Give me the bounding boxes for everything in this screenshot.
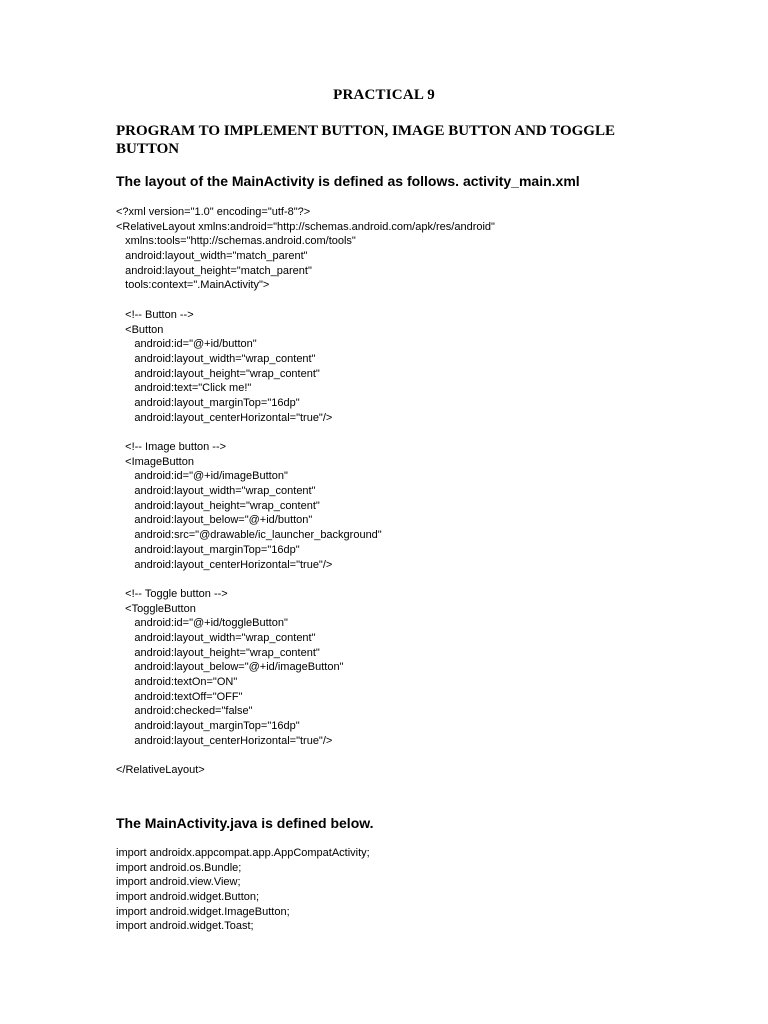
code-line: android:layout_below="@+id/button" xyxy=(116,514,313,527)
code-line: android:layout_marginTop="16dp" xyxy=(116,543,300,556)
code-line: android:id="@+id/imageButton" xyxy=(116,470,288,483)
code-line: android:layout_height="wrap_content" xyxy=(116,646,320,659)
code-line: android:layout_height="match_parent" xyxy=(116,264,312,277)
code-line: android:src="@drawable/ic_launcher_background" xyxy=(116,529,382,542)
code-line: android:layout_centerHorizontal="true"/> xyxy=(116,558,333,571)
code-line: android:layout_height="wrap_content" xyxy=(116,499,320,512)
code-line: <?xml version="1.0" encoding="utf-8"?> xyxy=(116,206,311,218)
code-line: android:layout_height="wrap_content" xyxy=(116,367,320,380)
code-line: <RelativeLayout xmlns:android="http://schemas.android.com/apk/res/android" xyxy=(116,220,495,233)
code-line: import android.widget.Button; xyxy=(116,891,260,904)
code-line xyxy=(116,425,495,440)
page-title: PRACTICAL 9 xyxy=(333,87,435,103)
code-line: android:layout_width="wrap_content" xyxy=(116,631,316,644)
code-line: android:text="Click me!" xyxy=(116,382,252,395)
code-line: android:layout_marginTop="16dp" xyxy=(116,720,300,733)
code-line: <ToggleButton xyxy=(116,602,196,615)
java-code-block xyxy=(116,846,370,934)
code-line: android:textOff="OFF" xyxy=(116,690,243,703)
code-line: android:id="@+id/button" xyxy=(116,338,257,351)
code-line xyxy=(116,748,495,763)
code-line: <!-- Button --> xyxy=(116,308,194,321)
layout-code-block xyxy=(116,205,495,778)
code-line xyxy=(116,572,495,587)
code-line: <!-- Toggle button --> xyxy=(116,587,228,600)
code-line: xmlns:tools="http://schemas.android.com/tools" xyxy=(116,235,356,248)
code-line: <!-- Image button --> xyxy=(116,441,227,453)
code-line: import android.os.Bundle; xyxy=(116,861,242,874)
code-line: android:layout_marginTop="16dp" xyxy=(116,396,300,409)
code-line: android:layout_centerHorizontal="true"/> xyxy=(116,734,333,747)
java-subheading: The MainActivity.java is defined below. xyxy=(116,815,374,831)
code-line: tools:context=".MainActivity"> xyxy=(116,279,270,292)
code-line: </RelativeLayout> xyxy=(116,764,205,777)
code-line: android:layout_width="match_parent" xyxy=(116,250,308,263)
code-line: import android.view.View; xyxy=(116,876,241,889)
code-line: import androidx.appcompat.app.AppCompatActivity; xyxy=(116,847,370,859)
code-line: import android.widget.Toast; xyxy=(116,920,254,933)
code-line: import android.widget.ImageButton; xyxy=(116,905,290,918)
code-line xyxy=(116,293,495,308)
code-line: android:id="@+id/toggleButton" xyxy=(116,617,288,630)
program-heading: PROGRAM TO IMPLEMENT BUTTON, IMAGE BUTTON AND TOGGLE BUTTON xyxy=(116,123,615,157)
code-line: android:textOn="ON" xyxy=(116,676,238,688)
code-line: <Button xyxy=(116,323,164,336)
code-line: android:layout_width="wrap_content" xyxy=(116,485,316,498)
code-line: android:layout_centerHorizontal="true"/> xyxy=(116,411,333,424)
code-line: android:checked="false" xyxy=(116,705,253,718)
code-line: <ImageButton xyxy=(116,455,194,468)
layout-subheading: The layout of the MainActivity is defined as follows. activity_main.xml xyxy=(116,173,580,189)
code-line: android:layout_width="wrap_content" xyxy=(116,352,316,365)
code-line: android:layout_below="@+id/imageButton" xyxy=(116,661,344,674)
